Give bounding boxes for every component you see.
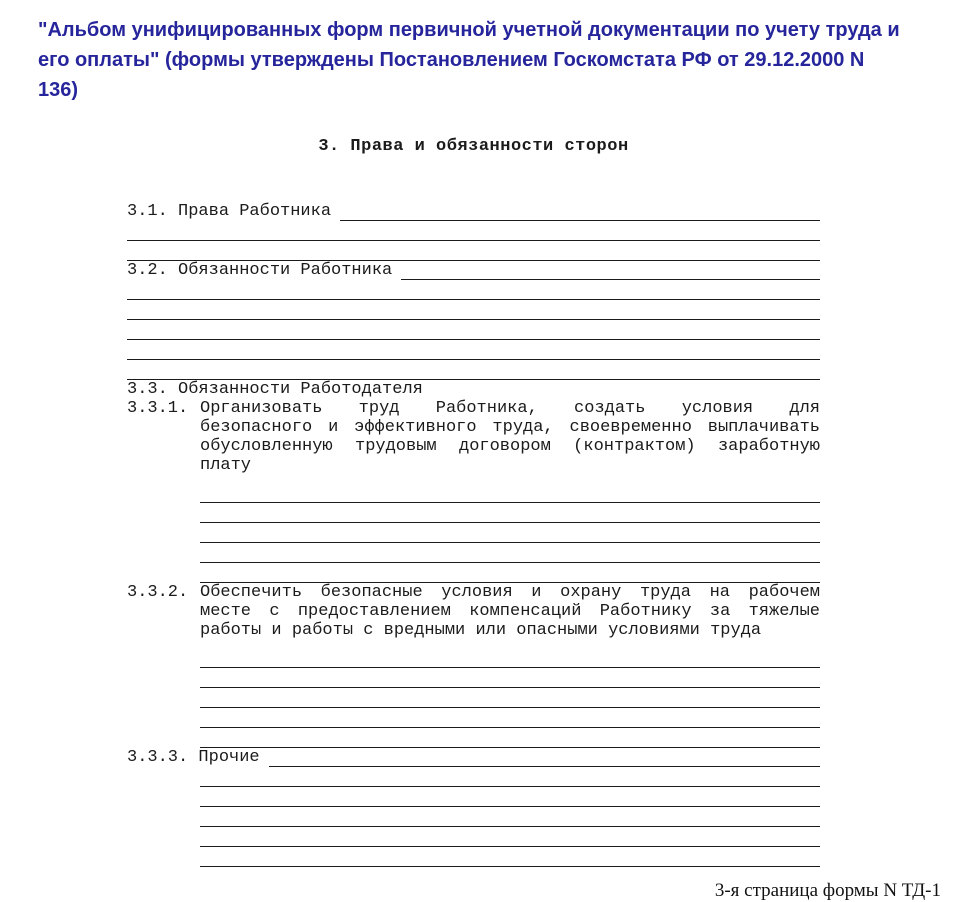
fill-in-line bbox=[200, 708, 820, 728]
fill-in-line bbox=[200, 543, 820, 563]
clause-3-3-1-text bbox=[200, 399, 820, 475]
paragraph-line: Обеспечить безопасные условия и охрану труда на рабочем bbox=[200, 583, 820, 602]
fill-in-line bbox=[200, 483, 820, 503]
paragraph-line: месте с предоставлением компенсаций Работнику за тяжелые bbox=[200, 602, 820, 621]
clause-3-3-3-label: 3.3.3. Прочие bbox=[127, 748, 260, 767]
fill-in-line bbox=[269, 765, 820, 767]
fill-in-line bbox=[127, 241, 820, 261]
paragraph-line: безопасного и эффективного труда, своевременно выплачивать bbox=[200, 418, 820, 437]
paragraph-line: работы и работы с вредными или опасными условиями труда bbox=[200, 621, 762, 640]
fill-in-line bbox=[340, 219, 820, 221]
header-citation: "Альбом унифицированных форм первичной учетной документации по учету труда и его оплаты" (формы утверждены Постановлением Госкомстата РФ от 29.12.2000 N 136) bbox=[38, 19, 900, 101]
fill-in-line bbox=[127, 320, 820, 340]
paragraph-line: плату bbox=[200, 456, 252, 475]
clause-3-3-2-row bbox=[127, 583, 820, 640]
clause-3-3-label: 3.3. Обязанности Работодателя bbox=[127, 380, 423, 399]
clause-3-3-3-row bbox=[127, 748, 820, 767]
fill-in-line bbox=[127, 221, 820, 241]
fill-in-line bbox=[200, 668, 820, 688]
fill-in-line bbox=[127, 360, 820, 380]
fill-in-line bbox=[200, 767, 820, 787]
clause-3-3-1-number: 3.3.1. bbox=[127, 399, 189, 418]
fill-in-line bbox=[127, 280, 820, 300]
paragraph-line: обусловленную трудовым договором (контрактом) заработную bbox=[200, 437, 820, 456]
fill-in-line bbox=[401, 278, 820, 280]
clause-3-3-row bbox=[127, 380, 820, 399]
fill-in-line bbox=[200, 847, 820, 867]
fill-in-line bbox=[200, 503, 820, 523]
fill-in-line bbox=[200, 728, 820, 748]
fill-in-line bbox=[200, 787, 820, 807]
clause-3-3-1-row bbox=[127, 399, 820, 475]
section-title: 3. Права и обязанности сторон bbox=[318, 137, 629, 156]
fill-in-line bbox=[200, 648, 820, 668]
fill-in-line bbox=[127, 340, 820, 360]
fill-in-line bbox=[200, 688, 820, 708]
clause-3-3-2-number: 3.3.2. bbox=[127, 583, 189, 602]
clause-3-2-row bbox=[127, 261, 820, 280]
paragraph-line: Организовать труд Работника, создать условия для bbox=[200, 399, 820, 418]
clause-3-1-row bbox=[127, 202, 820, 221]
fill-in-line bbox=[127, 300, 820, 320]
fill-in-line bbox=[200, 563, 820, 583]
clause-3-2-label: 3.2. Обязанности Работника bbox=[127, 261, 393, 280]
fill-in-line bbox=[200, 827, 820, 847]
fill-in-line bbox=[200, 523, 820, 543]
page-footer-label: 3-я страница формы N ТД-1 bbox=[714, 880, 941, 901]
clause-3-1-label: 3.1. Права Работника bbox=[127, 202, 332, 221]
fill-in-line bbox=[200, 807, 820, 827]
clause-3-3-2-text bbox=[200, 583, 820, 640]
form-body bbox=[127, 202, 820, 867]
